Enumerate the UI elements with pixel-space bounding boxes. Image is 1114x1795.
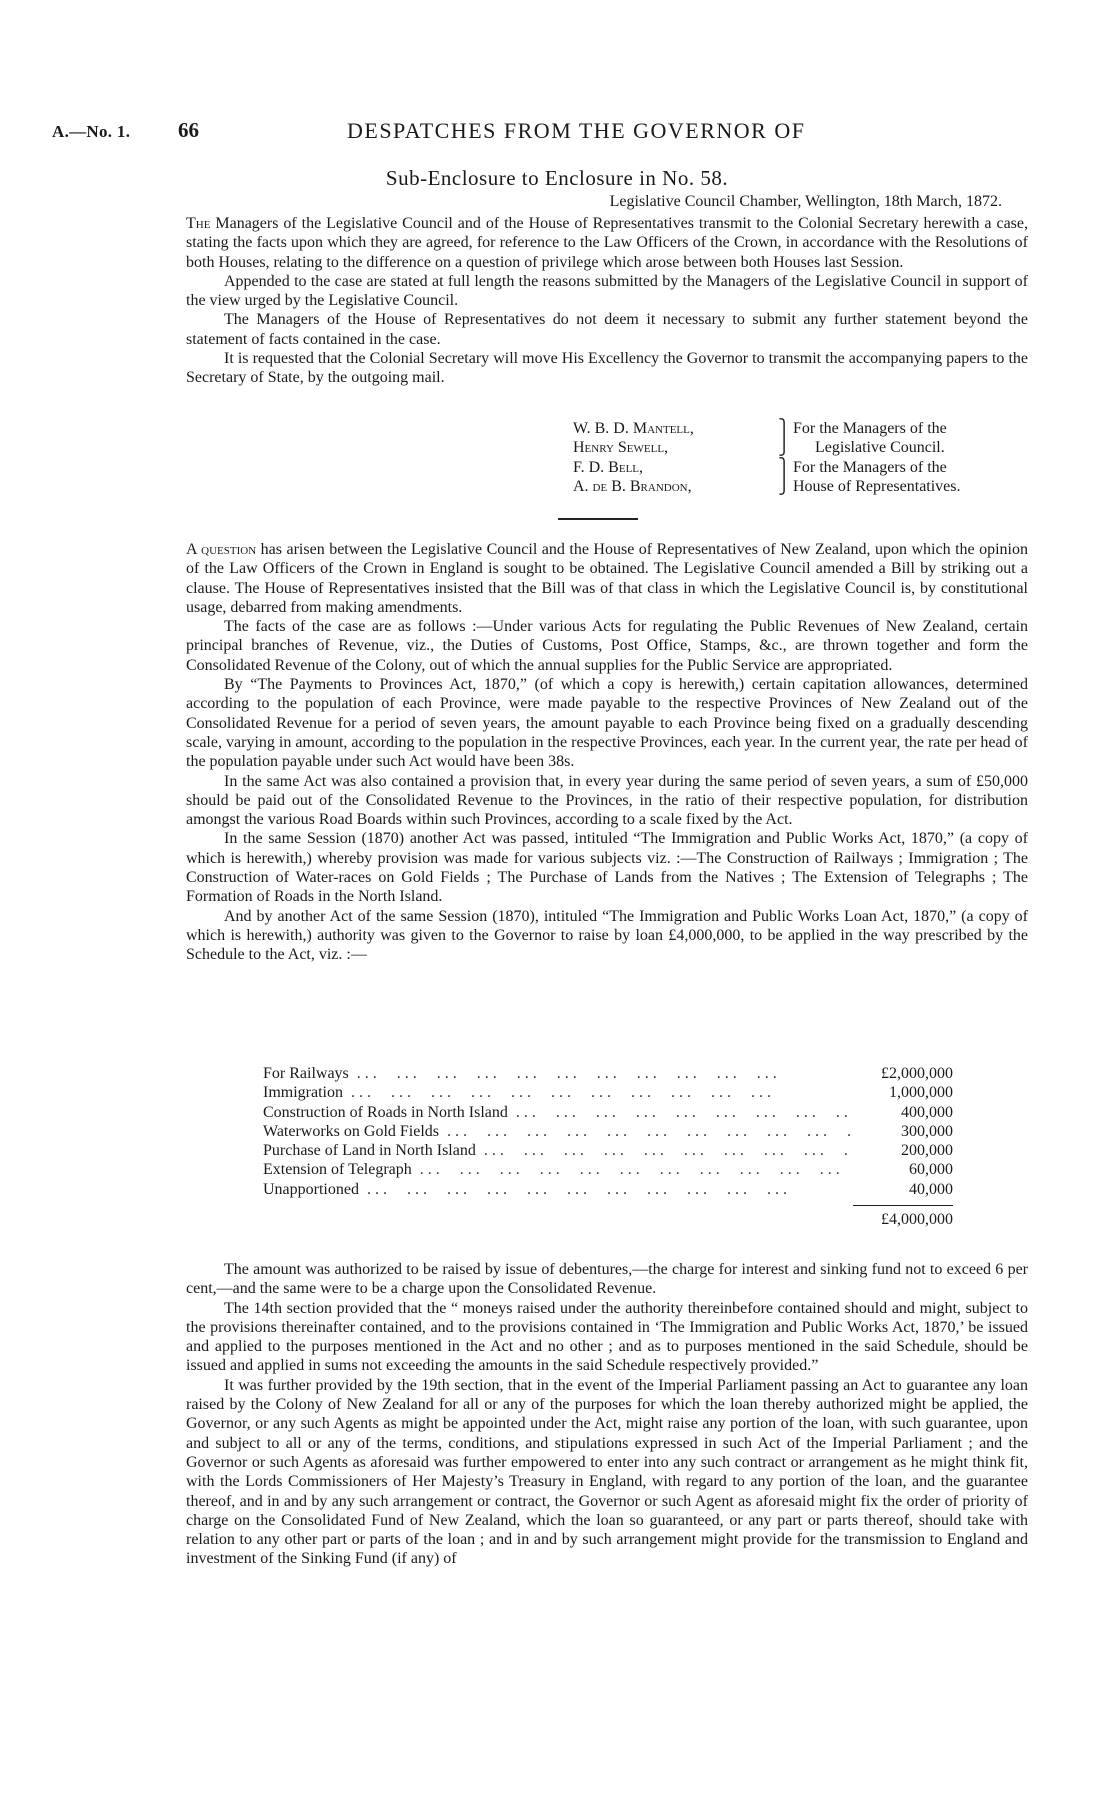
dateline: Legislative Council Chamber, Wellington, 18th March, 1872. — [609, 193, 1002, 210]
signature-block — [573, 419, 1033, 496]
running-title: DESPATCHES FROM THE GOVERNOR OF — [347, 118, 806, 143]
signatory-name: A. de B. Brandon, — [573, 477, 692, 495]
schedule-item: Extension of Telegraph . . . — [263, 1160, 853, 1179]
schedule-item: Construction of Roads in North Island . . . — [263, 1103, 853, 1122]
schedule-amount: 40,000 — [909, 1180, 953, 1198]
sub-enclosure-body — [186, 214, 1028, 388]
signatory-name: F. D. Bell, — [573, 458, 644, 476]
paragraph: The Managers of the House of Representatives do not deem it necessary to submit any further statement beyond the statement of facts contained in the case. — [186, 311, 1028, 348]
schedule-item: Immigration . . . — [263, 1083, 853, 1102]
schedule-amount: 300,000 — [901, 1122, 953, 1140]
paragraph-lead: The — [186, 215, 211, 232]
document-reference: A.—No. 1. — [52, 122, 131, 141]
schedule-total: £4,000,000 — [881, 1211, 953, 1229]
signatory-affiliation: House of Representatives. — [793, 477, 961, 495]
schedule-row — [263, 1141, 953, 1160]
paragraph-text: has arisen between the Legislative Council and the House of Representatives of New Zealand, upon which the opinion of the Law Officers of the Crown in England is sought to be obtained. The Legislative Council amended a Bill by striking out a clause. The House of Representatives insisted that the Bill was of that class in which the Legislative Council is, by constitutional usage, debarred from making amendments. — [186, 541, 1029, 616]
case-body-continued — [186, 1260, 1028, 1569]
schedule-row — [263, 1103, 953, 1122]
signatory-name: Henry Sewell, — [573, 439, 669, 457]
schedule-row — [263, 1064, 953, 1083]
signatory-name: W. B. D. Mantell, — [573, 420, 694, 437]
schedule-amount: 200,000 — [901, 1142, 953, 1160]
case-body — [186, 540, 1028, 965]
signatory-affiliation: For the Managers of the — [793, 420, 947, 437]
paragraph-text: Managers of the Legislative Council and of the House of Representatives transmit to the Colonial Secretary herewith a case, stating the facts upon which they are agreed, for reference to the Law Officers of the Crown, in accordance with the Resolutions of both Houses, relating to the difference on a question of privilege which arose between both Houses last Session. — [186, 215, 1028, 271]
paragraph: By “The Payments to Provinces Act, 1870,” (of which a copy is herewith,) certain capitation allowances, determined according to the population of each Province, were made payable to the respective Provinces of New Zealand out of the Consolidated Revenue for a period of seven years, the amount payable to each Province being fixed on a gradually descending scale, varying in amount, according to the population in the respective Provinces, each year. In the current year, the rate per head of the population payable under such Act would have been 38s. — [186, 676, 1028, 771]
signatory-affiliation: For the Managers of the — [793, 458, 947, 476]
paragraph — [186, 540, 1028, 617]
schedule-amount: £2,000,000 — [881, 1065, 953, 1082]
paragraph: The facts of the case are as follows :—Under various Acts for regulating the Public Revenues of New Zealand, certain principal branches of Revenue, viz., the Duties of Customs, Post Office, Stamps, &c., are thrown together and form the Consolidated Revenue of the Colony, out of which the annual supplies for the Public Service are appropriated. — [186, 618, 1028, 674]
schedule-amount: 60,000 — [909, 1161, 953, 1179]
paragraph — [186, 214, 1028, 272]
schedule-item: For Railways . . . — [263, 1064, 853, 1083]
schedule-row — [263, 1122, 953, 1141]
schedule-total-row — [263, 1210, 953, 1229]
signature-row — [573, 458, 1033, 477]
signature-row — [573, 419, 1033, 438]
brace-glyph: ⎫ — [778, 420, 790, 437]
signature-row — [573, 438, 1033, 457]
paragraph: And by another Act of the same Session (1870), intituled “The Immigration and Public Works Loan Act, 1870,” (a copy of which is herewith,) authority was given to the Governor to raise by loan £4,000,000, to be applied in the way prescribed by the Schedule to the Act, viz. :— — [186, 907, 1028, 964]
paragraph: In the same Session (1870) another Act was passed, intituled “The Immigration and Public Works Act, 1870,” (a copy of which is herewith,) whereby provision was made for various subjects viz. :—The Construction of Railways ; Immigration ; The Construction of Water-races on Gold Fields ; The Purchase of Lands from the Natives ; The Extension of Telegraphs ; The Formation of Roads in the North Island. — [186, 830, 1028, 906]
paragraph: The 14th section provided that the “ moneys raised under the authority thereinbefore contained should and might, subject to the provisions thereinafter contained, and to the provisions contained in ‘The Immigration and Public Works Act, 1870,’ be issued and applied to the purposes mentioned in the Act and no other ; and as to purposes mentioned in the said Schedule, should be issued and applied in sums not exceeding the amounts in the said Schedule respectively provided.” — [186, 1299, 1028, 1375]
sub-enclosure-title: Sub-Enclosure to Enclosure in No. 58. — [385, 166, 729, 190]
schedule-row — [263, 1180, 953, 1199]
schedule-item: Purchase of Land in North Island . . . — [263, 1141, 853, 1160]
paragraph-lead: A question — [186, 541, 257, 558]
schedule-amount: 400,000 — [901, 1103, 953, 1121]
schedule-item: Waterworks on Gold Fields . . . — [263, 1122, 853, 1141]
signatory-affiliation: Legislative Council. — [815, 439, 945, 457]
paragraph: It is requested that the Colonial Secretary will move His Excellency the Governor to transmit the accompanying papers to the Secretary of State, by the outgoing mail. — [186, 350, 1028, 387]
brace-glyph: ⎫ — [778, 458, 790, 476]
loan-schedule — [263, 1064, 953, 1229]
schedule-row — [263, 1160, 953, 1179]
schedule-amount: 1,000,000 — [889, 1084, 953, 1102]
page-number: 66 — [178, 118, 199, 142]
paragraph: It was further provided by the 19th section, that in the event of the Imperial Parliament passing an Act to guarantee any loan raised by the Colony of New Zealand for all or any of the purposes for which the loan thereby authorized might be applied, the Governor, or any such Agents as might be appointed under the Act, might raise any portion of the loan, with such guarantee, upon and subject to all or any of the terms, conditions, and stipulations expressed in such Act of the Imperial Parliament ; and the Governor or such Agents as aforesaid was further empowered to enter into any such contract or arrangement as he might think fit, with the Lords Commissioners of Her Majesty’s Treasury in England, with regard to any portion of the loan, and the guarantee thereof, and in and by any such arrangement or contract, the Governor or such Agent as aforesaid might fix the order of priority of charge on the Consolidated Fund of New Zealand, which the loan so guaranteed, or any part or parts thereof, should take with relation to any other part or parts of the loan ; and in and by such arrangement might provide for the transmission to England and investment of the Sinking Fund (if any) of — [186, 1376, 1028, 1568]
brace-glyph: ⎭ — [778, 477, 790, 495]
section-divider — [558, 518, 638, 520]
paragraph: In the same Act was also contained a provision that, in every year during the same period of seven years, a sum of £50,000 should be paid out of the Consolidated Revenue to the Provinces, in the ratio of their respective population, for distribution amongst the various Road Boards within such Provinces, according to a scale fixed by the Act. — [186, 772, 1028, 829]
paragraph: Appended to the case are stated at full length the reasons submitted by the Managers of the Legislative Council in support of the view urged by the Legislative Council. — [186, 272, 1028, 310]
schedule-item: Unapportioned . . . — [263, 1180, 853, 1199]
signature-row — [573, 477, 1033, 496]
brace-glyph: ⎭ — [778, 439, 790, 457]
paragraph: The amount was authorized to be raised by issue of debentures,—the charge for interest and sinking fund not to exceed 6 per cent,—and the same were to be a charge upon the Consolidated Revenue. — [186, 1261, 1028, 1298]
page-header — [52, 118, 1062, 150]
schedule-row — [263, 1083, 953, 1102]
